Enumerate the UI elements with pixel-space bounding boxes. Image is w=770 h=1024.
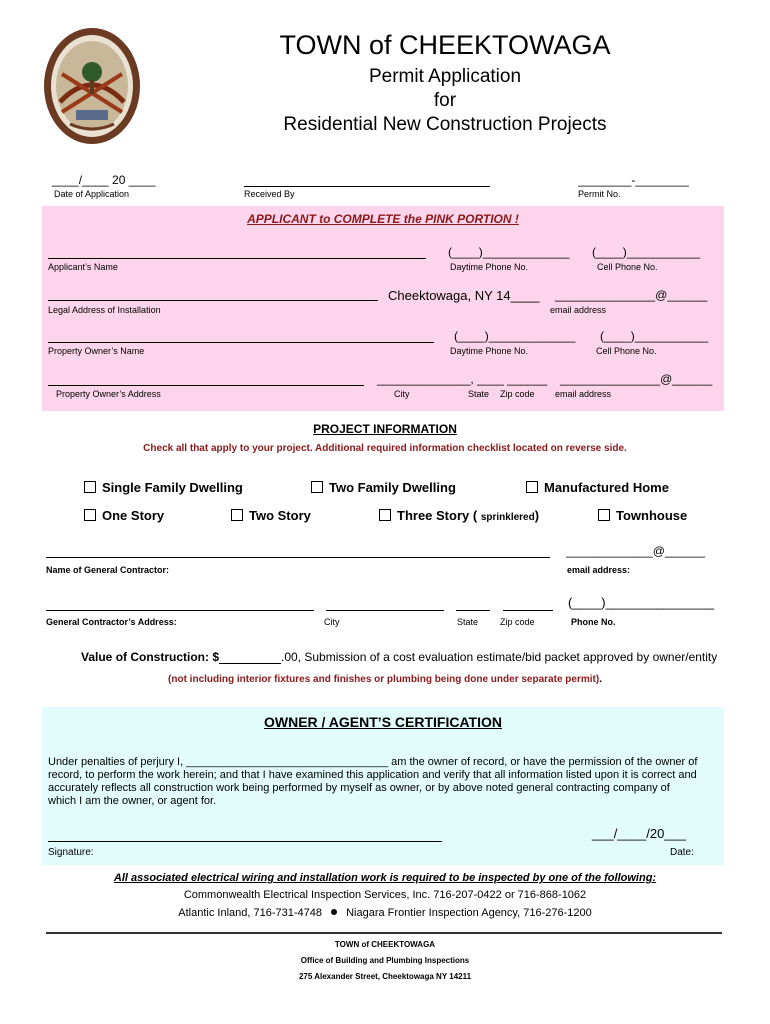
signature-label: Signature:	[48, 847, 94, 858]
checkbox-icon	[231, 509, 243, 521]
legal-address-field[interactable]	[48, 300, 378, 301]
certification-date-field[interactable]: ___/____/20___	[592, 826, 686, 841]
value-of-construction-label: Value of Construction: $	[81, 650, 220, 664]
cell-phone-label: Cell Phone No.	[597, 262, 658, 272]
contractor-zip-field[interactable]	[503, 610, 553, 611]
footer-office: Office of Building and Plumbing Inspections	[300, 956, 470, 965]
property-owner-name-label: Property Owner’s Name	[48, 346, 145, 356]
town-seal-logo	[40, 24, 144, 148]
date-of-application-label: Date of Application	[54, 189, 130, 199]
checkbox-manufactured-home[interactable]	[526, 480, 669, 495]
applicant-name-label: Applicant’s Name	[48, 262, 118, 272]
property-owner-name-field[interactable]	[48, 342, 434, 343]
value-of-construction-row	[81, 650, 717, 664]
certification-date-label: Date:	[670, 847, 694, 858]
city-label: City	[394, 389, 410, 399]
manufactured-home-label: Manufactured Home	[544, 480, 669, 495]
certification-text-line-2: record, to perform the work herein; and that I have examined this application and verify that all information listed upon it is correct and	[48, 769, 697, 781]
contractor-email-label: email address:	[567, 565, 631, 575]
single-family-label: Single Family Dwelling	[102, 480, 243, 495]
townhouse-label: Townhouse	[616, 508, 688, 523]
inspection-agency-niagara: Niagara Frontier Inspection Agency, 716-276-1200	[346, 907, 592, 919]
inspection-agency-commonwealth: Commonwealth Electrical Inspection Services, Inc. 716-207-0422 or 716-868-1062	[183, 889, 587, 901]
received-by-label: Received By	[244, 189, 295, 199]
owner-city-state-zip-field[interactable]: ______________, ____ ______	[377, 372, 548, 386]
checkbox-one-story[interactable]	[84, 508, 164, 523]
applicant-section-heading: APPLICANT to COMPLETE the PINK PORTION !	[247, 212, 519, 226]
contractor-email-field[interactable]: _____________@______	[566, 544, 705, 558]
value-of-construction-note-row	[0, 674, 770, 685]
contractor-address-label: General Contractor’s Address:	[46, 617, 177, 627]
inspection-agency-atlantic: Atlantic Inland, 716-731-4748	[178, 907, 322, 919]
certification-text-line-1: Under penalties of perjury I, _________________________________ am the owner of record, or have the permission of the owner of	[48, 756, 698, 768]
applicant-cell-phone-field[interactable]: (____)___________	[592, 245, 701, 259]
permit-number-field[interactable]: ________-________	[578, 173, 689, 187]
checkbox-three-story[interactable]	[379, 508, 539, 523]
checkbox-two-family-dwelling[interactable]	[311, 480, 456, 495]
date-of-application-field[interactable]: ____/____ 20 ____	[52, 173, 156, 187]
value-of-construction-note: (not including interior fixtures and finishes or plumbing being done under separate permit)	[168, 674, 600, 685]
project-information-note: Check all that apply to your project. Additional required information checklist located on reverse side.	[143, 443, 627, 454]
permit-number-label: Permit No.	[578, 189, 621, 199]
property-owner-address-label: Property Owner’s Address	[56, 389, 161, 399]
owner-daytime-phone-label: Daytime Phone No.	[450, 346, 529, 356]
value-of-construction-field[interactable]	[219, 651, 281, 664]
checkbox-icon	[526, 481, 538, 493]
property-owner-address-field[interactable]	[48, 385, 364, 386]
contractor-state-field[interactable]	[456, 610, 490, 611]
footer-address: 275 Alexander Street, Cheektowaga NY 14211	[298, 972, 472, 981]
inspection-requirement-note: All associated electrical wiring and installation work is required to be inspected by one of the following:	[113, 872, 657, 884]
checkbox-two-story[interactable]	[231, 508, 311, 523]
owner-email-label: email address	[555, 389, 612, 399]
general-contractor-name-label: Name of General Contractor:	[46, 565, 170, 575]
checkbox-icon	[311, 481, 323, 493]
project-information-heading: PROJECT INFORMATION	[313, 422, 457, 436]
document-subtitle: Permit Application	[368, 66, 522, 87]
zip-code-label: Zip code	[500, 389, 535, 399]
received-by-field[interactable]	[244, 186, 490, 187]
sprinklered-label: sprinklered	[480, 512, 535, 523]
contractor-phone-field[interactable]: (____)_______________	[568, 595, 715, 610]
footer-organization: TOWN of CHEEKTOWAGA	[334, 940, 436, 949]
value-of-construction-text: .00, Submission of a cost evaluation estimate/bid packet approved by owner/entity	[281, 650, 718, 664]
checkbox-townhouse[interactable]	[598, 508, 687, 523]
one-story-label: One Story	[102, 508, 165, 523]
footer-divider	[46, 932, 722, 934]
contractor-phone-label: Phone No.	[571, 617, 616, 627]
value-note-period: .	[599, 674, 602, 685]
checkbox-single-family-dwelling[interactable]	[84, 480, 243, 495]
checkbox-icon	[84, 509, 96, 521]
document-title: TOWN of CHEEKTOWAGA	[279, 30, 611, 60]
contractor-zip-label: Zip code	[500, 617, 535, 627]
two-family-label: Two Family Dwelling	[329, 480, 456, 495]
certification-text-line-4: which I am the owner, or agent for.	[48, 795, 217, 807]
owner-cell-phone-field[interactable]: (____)___________	[600, 329, 709, 343]
daytime-phone-label: Daytime Phone No.	[450, 262, 529, 272]
owner-email-field[interactable]: _______________@______	[560, 372, 713, 386]
state-label: State	[468, 389, 490, 399]
checkbox-icon	[84, 481, 96, 493]
certification-heading: OWNER / AGENT’S CERTIFICATION	[264, 714, 502, 730]
two-story-label: Two Story	[249, 508, 311, 523]
installation-email-field[interactable]: _______________@______	[555, 288, 708, 302]
email-address-label: email address	[550, 305, 607, 315]
signature-field[interactable]	[48, 841, 442, 842]
document-subtitle-project-type: Residential New Construction Projects	[283, 114, 607, 135]
contractor-state-label: State	[457, 617, 479, 627]
inspection-agency-row	[0, 907, 770, 919]
applicant-daytime-phone-field[interactable]: (____)_____________	[448, 245, 570, 259]
general-contractor-name-field[interactable]	[46, 557, 550, 558]
legal-address-label: Legal Address of Installation	[48, 305, 161, 315]
checkbox-icon	[598, 509, 610, 521]
contractor-city-label: City	[324, 617, 340, 627]
document-subtitle-for: for	[433, 90, 457, 111]
owner-daytime-phone-field[interactable]: (____)_____________	[454, 329, 576, 343]
certification-text-line-3: accurately reflects all construction work being performed by myself as owner, or by above noted general contracting company of	[48, 782, 670, 794]
installation-city-zip-field[interactable]: Cheektowaga, NY 14____	[388, 288, 540, 303]
three-story-close: )	[534, 508, 540, 523]
contractor-city-field[interactable]	[326, 610, 444, 611]
owner-cell-phone-label: Cell Phone No.	[596, 346, 657, 356]
three-story-label: Three Story (	[397, 508, 478, 523]
applicant-name-field[interactable]	[48, 258, 426, 259]
bullet-icon	[331, 909, 337, 915]
contractor-address-field[interactable]	[46, 610, 314, 611]
checkbox-icon	[379, 509, 391, 521]
